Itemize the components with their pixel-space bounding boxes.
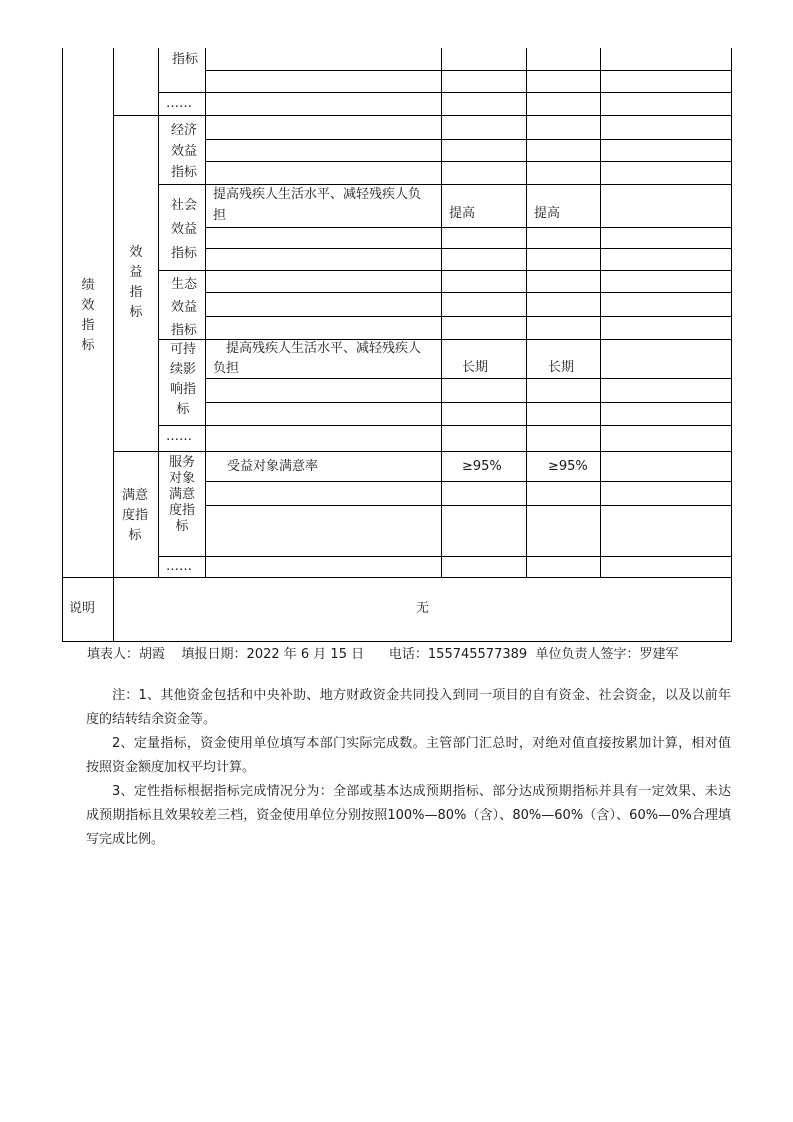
- social-benefit-target: 提高: [449, 206, 476, 221]
- ellipsis-row: ……: [166, 559, 192, 574]
- ecology-benefit-label: 生态效益指标: [170, 277, 197, 338]
- grid-line: [62, 577, 732, 578]
- phone-number: 电话：155745577389: [388, 647, 528, 662]
- ellipsis-row: ……: [166, 96, 192, 111]
- service-satisfaction-content: 受益对象满意率: [227, 459, 319, 474]
- remark-value: 无: [416, 601, 430, 616]
- social-benefit-actual: 提高: [534, 206, 561, 221]
- grid-line: [158, 425, 731, 426]
- indicator-label: 指标: [172, 52, 199, 67]
- grid-line: [205, 161, 731, 162]
- grid-line: [113, 451, 731, 452]
- grid-line: [205, 481, 731, 482]
- grid-line: [205, 70, 731, 71]
- performance-indicator-label: 绩效指标: [81, 278, 95, 353]
- service-satisfaction-label: 服务对象满意度指标: [168, 455, 195, 534]
- social-benefit-content: 提高残疾人生活水平、减轻残疾人负 担: [213, 187, 422, 223]
- grid-line: [205, 316, 731, 317]
- note-3: 3、定性指标根据指标完成情况分为：全部或基本达成预期指标、部分达成预期指标并具有一定效果、未达成预期指标且效果较差三档，资金使用单位分别按照100%—80%（含）、80%—60%（含）、60%—0%合理填写完成比例。: [86, 784, 731, 847]
- table-border-bottom: [62, 641, 732, 642]
- grid-line: [158, 556, 731, 557]
- grid-line: [205, 505, 731, 506]
- note-1: 注：1、其他资金包括和中央补助、地方财政资金共同投入到同一项目的自有资金、社会资金，以及以前年度的结转结余资金等。: [86, 688, 731, 727]
- table-border-right: [731, 48, 732, 641]
- service-satisfaction-target: ≥95%: [462, 459, 502, 474]
- remark-label: 说明: [69, 601, 96, 616]
- note-2: 2、定量指标，资金使用单位填写本部门实际完成数。主管部门汇总时，对绝对值直接按累加计算，相对值按照资金额度加权平均计算。: [86, 736, 731, 775]
- grid-line: [205, 48, 206, 577]
- filler-name: 填表人：胡霞: [87, 647, 166, 662]
- form-footer: [87, 645, 678, 665]
- service-satisfaction-actual: ≥95%: [548, 459, 588, 474]
- grid-line: [205, 292, 731, 293]
- grid-line: [158, 270, 731, 271]
- ellipsis-row: ……: [166, 429, 192, 444]
- grid-line: [600, 48, 601, 577]
- grid-line: [205, 227, 731, 228]
- economic-benefit-label: 经济效益指标: [170, 123, 197, 180]
- grid-line: [441, 48, 442, 577]
- grid-line: [113, 115, 731, 116]
- grid-line: [205, 248, 731, 249]
- sustainability-label: 可持续影响指标: [169, 342, 196, 417]
- grid-line: [158, 48, 159, 577]
- sustainability-target: 长期: [462, 360, 489, 375]
- grid-line: [113, 48, 114, 641]
- table-border-left: [62, 48, 63, 641]
- grid-line: [158, 92, 731, 93]
- leader-signature: 单位负责人签字：罗建军: [535, 647, 679, 662]
- grid-line: [526, 48, 527, 577]
- satisfaction-indicator-label: 满意度指标: [121, 488, 148, 543]
- sustainability-actual: 长期: [548, 360, 575, 375]
- report-date: 填报日期：2022 年 6 月 15 日: [181, 647, 365, 662]
- notes-section: [86, 684, 731, 852]
- benefit-indicator-label: 效益指标: [129, 245, 143, 320]
- grid-line: [205, 139, 731, 140]
- sustainability-content: 提高残疾人生活水平、减轻残疾人 负担: [213, 341, 422, 376]
- social-benefit-label: 社会效益指标: [170, 198, 197, 261]
- grid-line: [205, 402, 731, 403]
